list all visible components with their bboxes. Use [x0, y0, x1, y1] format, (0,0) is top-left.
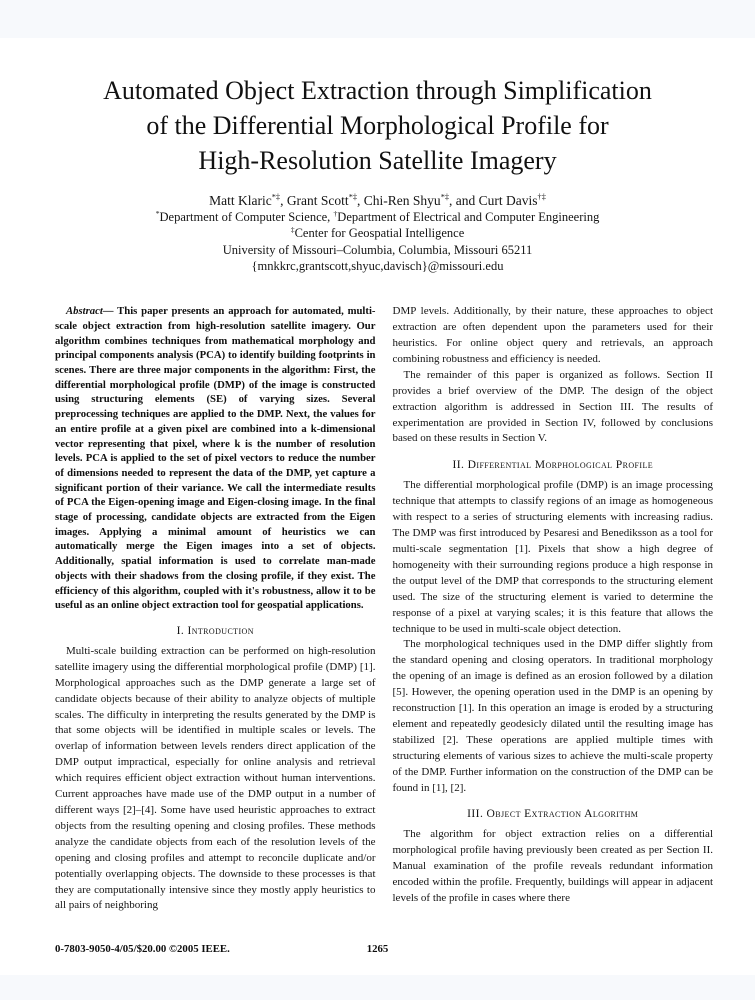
section-heading-introduction: I. Introduction — [176, 623, 254, 637]
paper-title — [0, 73, 755, 178]
dmp-paragraph-2: The morphological techniques used in the DMP differ slightly from the standard opening and closing operators. In traditional morphology the opening of an image is defined as an erosion followed by a dilation [5]. However, the opening operation used in the DMP is an opening by reconstruction [1]. In this operation an image is eroded by a structuring element and repeatedly geodesicly dilated until the resulting image has stabilized [2]. These operations are applied multiple times with structuring elements of various sizes to achieve the multi-scale property of the DMP. Further information on the construction of the DMP can be found in [1], [2]. — [392, 638, 713, 794]
author-block — [0, 192, 755, 274]
affiliation-center: ‡Center for Geospatial Intelligence — [290, 225, 465, 241]
author-emails: {mnkkrc,grantscott,shyuc,davisch}@missouri.edu — [251, 258, 504, 273]
left-column — [55, 304, 376, 914]
paper-title-line-2: of the Differential Morphological Profile for — [146, 111, 609, 140]
abstract-text: This paper presents an approach for automated, multi-scale object extraction from high-resolution satellite imagery. Our algorithm combines techniques from mathematical morphology and principal components analysis (PCA) to identify building footprints in scenes. There are three major components in the algorithm: First, the differential morphological profile (DMP) of the image is constructed using structuring elements (SE) of varying sizes. Several preprocessing techniques are applied to the DMP. Next, the values for an entire profile at a given pixel are combined into a k-dimensional vector representing that pixel, where k is the number of resolution levels. PCA is applied to the set of pixel vectors to reduce the number of dimensions needed to represent the data of the DMP, yet capture a significant portion of their variance. We call the intermediate results of PCA the Eigen-opening image and Eigen-closing image. In the final stage of processing, candidate objects are extracted from the Eigen images. Applying a minimal amount of heuristics we can automatically merge the Eigen images into a set of objects. Additionally, spatial information is used to correlate man-made objects with their shadows from the closing profile, if they exist. The efficiency of this algorithm, coupled with it's robustness, allow it to be useful as an online object extraction tool for geospatial applications. — [55, 305, 376, 612]
right-column — [393, 304, 714, 914]
abstract-paragraph — [55, 304, 376, 613]
dmp-paragraph-1: The differential morphological profile (DMP) is an image processing technique that attempts to classify regions of an image as homogeneous with respect to a series of structuring elements with increasing radius. The DMP was first introduced by Pesaresi and Benediksson as a tool for multi-scale segmentation [1]. Pixels that show a high degree of homogeneity with their surrounding regions produce a high response in the output level of the DMP that corresponds to the structuring element used. The size of the structuring element is varied to determine the response of a pixel at varying scales; it is this feature that allows the technique to be used in multi-scale object detection. — [392, 479, 713, 635]
section-heading-object-extraction: III. Object Extraction Algorithm — [467, 807, 639, 821]
paper-title-line-3: High-Resolution Satellite Imagery — [198, 146, 557, 175]
introduction-paragraph-2: The remainder of this paper is organized as follows. Section II provides a brief overview of the DMP. The design of the object extraction algorithm is addressed in Section III. The results of experimentation are provided in Section IV, followed by conclusions based on these results in Section V. — [392, 368, 713, 445]
section-heading-dmp: II. Differential Morphological Profile — [452, 458, 654, 472]
affiliation-university: University of Missouri–Columbia, Columbia, Missouri 65211 — [222, 242, 533, 257]
paper-page — [0, 38, 755, 975]
abstract-label: Abstract— — [66, 305, 114, 318]
page-number: 1265 — [366, 943, 389, 955]
two-column-body — [55, 304, 713, 914]
extraction-paragraph-1: The algorithm for object extraction relies on a differential morphological profile having previously been created as per Section II. Manual examination of the profile reveals redundant information encoded within the profile. Frequently, buildings will appear in adjacent levels of the profile in cases where there — [392, 828, 713, 905]
author-names: Matt Klaric*‡, Grant Scott*‡, Chi-Ren Shyu*‡, and Curt Davis†‡ — [209, 192, 546, 208]
copyright-notice: 0-7803-9050-4/05/$20.00 ©2005 IEEE. — [55, 943, 230, 955]
introduction-paragraph-1-continued: DMP levels. Additionally, by their nature, these approaches to object extraction are often dependent upon the parameters used for their heuristics. For online object query and retrievals, an approach combining robustness and efficiency is needed. — [392, 305, 713, 365]
paper-title-line-1: Automated Object Extraction through Simplification — [103, 76, 652, 105]
affiliation-departments: *Department of Computer Science, †Department of Electrical and Computer Engineering — [155, 208, 600, 224]
introduction-paragraph-1: Multi-scale building extraction can be performed on high-resolution satellite imagery using the differential morphological profile (DMP) [1]. Morphological approaches such as the DMP generate a large set of candidate objects because of their ability to analyze objects of multiple scales. The difficulty in interpreting the results generated by the DMP is that some objects will be identified in multiple scales or levels. The overlap of information between levels renders direct application of the DMP output impractical, especially for online analysis and retrieval which requires efficient object extraction without human interventions. Current approaches have made use of the DMP output in a number of different ways [2]–[4]. Some have used heuristic approaches to extract objects from the resulting opening and closing profiles. These methods analyze the candidate objects from each of the resolution levels of the opening and closing profiles and attempt to reconcile duplicate and/or potentially overlapping objects. The downside to these processes is that they are computationally intensive since they mostly apply heuristics to all pairs of neighboring — [55, 644, 376, 912]
